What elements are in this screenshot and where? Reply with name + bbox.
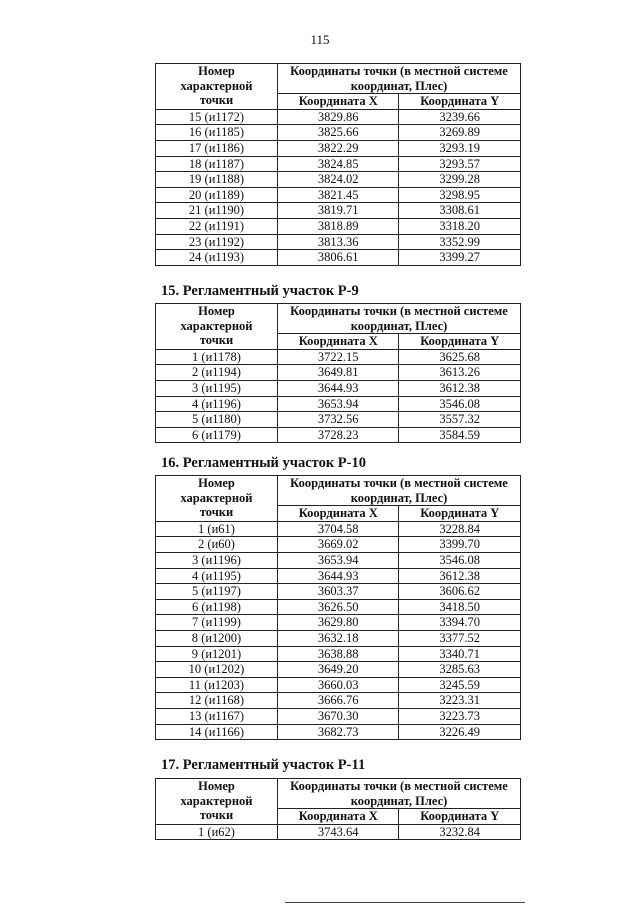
point-number-cell: 4 (и1195)	[156, 568, 278, 584]
point-number-cell: 19 (и1188)	[156, 172, 278, 188]
table-row	[156, 630, 521, 646]
page-number: 115	[310, 32, 330, 47]
point-number-cell: 1 (и1178)	[156, 349, 278, 365]
coord-y-cell: 3299.28	[399, 172, 521, 188]
point-number-cell: 16 (и1185)	[156, 125, 278, 141]
point-number-cell: 7 (и1199)	[156, 615, 278, 631]
coord-x-cell: 3653.94	[278, 396, 399, 412]
coord-x-cell: 3821.45	[278, 187, 399, 203]
coord-y-cell: 3298.95	[399, 187, 521, 203]
coord-x-cell: 3653.94	[278, 552, 399, 568]
coord-y-cell: 3584.59	[399, 427, 521, 443]
coord-x-cell: 3819.71	[278, 203, 399, 219]
coord-x-cell: 3824.02	[278, 172, 399, 188]
coord-x-cell: 3626.50	[278, 599, 399, 615]
point-number-cell: 2 (и1194)	[156, 365, 278, 381]
coord-x-cell: 3824.85	[278, 156, 399, 172]
coord-x-cell: 3829.86	[278, 109, 399, 125]
coord-x-cell: 3822.29	[278, 140, 399, 156]
table-row	[156, 599, 521, 615]
header-coordinates: Координаты точки (в местной системе координат, Плес)	[278, 476, 521, 506]
point-number-cell: 23 (и1192)	[156, 234, 278, 250]
coord-x-cell: 3806.61	[278, 250, 399, 266]
page-bottom-rule	[285, 902, 525, 903]
coord-y-cell: 3606.62	[399, 584, 521, 600]
coord-y-cell: 3269.89	[399, 125, 521, 141]
coord-x-cell: 3825.66	[278, 125, 399, 141]
header-coord-x: Координата X	[278, 94, 399, 110]
coord-y-cell: 3352.99	[399, 234, 521, 250]
table-row	[156, 365, 521, 381]
table-row	[156, 708, 521, 724]
coord-y-cell: 3226.49	[399, 724, 521, 740]
coord-x-cell: 3743.64	[278, 824, 399, 840]
header-coordinates: Координаты точки (в местной системе координат, Плес)	[278, 779, 521, 809]
coord-x-cell: 3722.15	[278, 349, 399, 365]
coord-x-cell: 3649.81	[278, 365, 399, 381]
table-row	[156, 140, 521, 156]
coordinates-table-p11	[155, 778, 521, 840]
table-row	[156, 187, 521, 203]
coord-x-cell: 3666.76	[278, 693, 399, 709]
coord-y-cell: 3318.20	[399, 218, 521, 234]
point-number-cell: 2 (и60)	[156, 537, 278, 553]
table-row	[156, 349, 521, 365]
coord-y-cell: 3245.59	[399, 677, 521, 693]
coord-y-cell: 3223.73	[399, 708, 521, 724]
header-coord-y: Координата Y	[399, 506, 521, 522]
header-coord-x: Координата X	[278, 506, 399, 522]
coord-x-cell: 3629.80	[278, 615, 399, 631]
table-row	[156, 380, 521, 396]
header-coord-x: Координата X	[278, 334, 399, 350]
point-number-cell: 6 (и1198)	[156, 599, 278, 615]
table-row	[156, 521, 521, 537]
point-number-cell: 12 (и1168)	[156, 693, 278, 709]
point-number-cell: 4 (и1196)	[156, 396, 278, 412]
header-coord-y: Координата Y	[399, 94, 521, 110]
coord-y-cell: 3223.31	[399, 693, 521, 709]
section-title-p11: 17. Регламентный участок Р-11	[161, 757, 366, 773]
coord-y-cell: 3394.70	[399, 615, 521, 631]
coord-y-cell: 3612.38	[399, 380, 521, 396]
table-row	[156, 724, 521, 740]
table-row	[156, 824, 521, 840]
table-row	[156, 693, 521, 709]
coord-y-cell: 3546.08	[399, 396, 521, 412]
coord-y-cell: 3613.26	[399, 365, 521, 381]
coord-y-cell: 3557.32	[399, 412, 521, 428]
header-point-number: Номер характерной точки	[156, 779, 278, 825]
coord-y-cell: 3418.50	[399, 599, 521, 615]
coord-y-cell: 3399.70	[399, 537, 521, 553]
section-title-p10: 16. Регламентный участок Р-10	[161, 455, 366, 471]
coord-x-cell: 3813.36	[278, 234, 399, 250]
coord-y-cell: 3293.19	[399, 140, 521, 156]
point-number-cell: 22 (и1191)	[156, 218, 278, 234]
point-number-cell: 24 (и1193)	[156, 250, 278, 266]
table-row	[156, 584, 521, 600]
table-row	[156, 250, 521, 266]
point-number-cell: 15 (и1172)	[156, 109, 278, 125]
table-row	[156, 218, 521, 234]
coordinates-table-p9	[155, 303, 521, 443]
coord-y-cell: 3340.71	[399, 646, 521, 662]
point-number-cell: 18 (и1187)	[156, 156, 278, 172]
point-number-cell: 20 (и1189)	[156, 187, 278, 203]
point-number-cell: 17 (и1186)	[156, 140, 278, 156]
coord-x-cell: 3818.89	[278, 218, 399, 234]
coordinates-table-p10	[155, 475, 521, 740]
point-number-cell: 5 (и1180)	[156, 412, 278, 428]
coord-x-cell: 3704.58	[278, 521, 399, 537]
section-title-p9: 15. Регламентный участок Р-9	[161, 283, 359, 299]
coord-x-cell: 3682.73	[278, 724, 399, 740]
table-row	[156, 412, 521, 428]
header-point-number: Номер характерной точки	[156, 304, 278, 350]
point-number-cell: 14 (и1166)	[156, 724, 278, 740]
table-row	[156, 125, 521, 141]
coord-y-cell: 3285.63	[399, 662, 521, 678]
coord-y-cell: 3612.38	[399, 568, 521, 584]
coord-x-cell: 3638.88	[278, 646, 399, 662]
point-number-cell: 21 (и1190)	[156, 203, 278, 219]
point-number-cell: 3 (и1196)	[156, 552, 278, 568]
header-coord-y: Координата Y	[399, 809, 521, 825]
point-number-cell: 5 (и1197)	[156, 584, 278, 600]
point-number-cell: 1 (и61)	[156, 521, 278, 537]
header-coordinates: Координаты точки (в местной системе координат, Плес)	[278, 304, 521, 334]
point-number-cell: 1 (и62)	[156, 824, 278, 840]
table-row	[156, 234, 521, 250]
coord-y-cell: 3239.66	[399, 109, 521, 125]
point-number-cell: 8 (и1200)	[156, 630, 278, 646]
table-row	[156, 568, 521, 584]
point-number-cell: 9 (и1201)	[156, 646, 278, 662]
table-row	[156, 396, 521, 412]
table-row	[156, 156, 521, 172]
point-number-cell: 11 (и1203)	[156, 677, 278, 693]
table-row	[156, 172, 521, 188]
point-number-cell: 13 (и1167)	[156, 708, 278, 724]
coord-x-cell: 3660.03	[278, 677, 399, 693]
header-coord-y: Координата Y	[399, 334, 521, 350]
coord-y-cell: 3293.57	[399, 156, 521, 172]
coord-y-cell: 3625.68	[399, 349, 521, 365]
table-row	[156, 109, 521, 125]
point-number-cell: 3 (и1195)	[156, 380, 278, 396]
table-row	[156, 552, 521, 568]
coord-x-cell: 3732.56	[278, 412, 399, 428]
table-row	[156, 646, 521, 662]
table-row	[156, 662, 521, 678]
header-coordinates: Координаты точки (в местной системе координат, Плес)	[278, 64, 521, 94]
table-row	[156, 427, 521, 443]
coord-y-cell: 3232.84	[399, 824, 521, 840]
table-row	[156, 203, 521, 219]
coord-x-cell: 3644.93	[278, 380, 399, 396]
coord-x-cell: 3669.02	[278, 537, 399, 553]
header-point-number: Номер характерной точки	[156, 64, 278, 110]
coord-y-cell: 3399.27	[399, 250, 521, 266]
coord-x-cell: 3603.37	[278, 584, 399, 600]
coord-y-cell: 3546.08	[399, 552, 521, 568]
table-row	[156, 615, 521, 631]
coord-x-cell: 3670.30	[278, 708, 399, 724]
coord-y-cell: 3228.84	[399, 521, 521, 537]
table-row	[156, 537, 521, 553]
coord-y-cell: 3377.52	[399, 630, 521, 646]
coord-x-cell: 3649.20	[278, 662, 399, 678]
header-coord-x: Координата X	[278, 809, 399, 825]
point-number-cell: 10 (и1202)	[156, 662, 278, 678]
point-number-cell: 6 (и1179)	[156, 427, 278, 443]
coord-x-cell: 3632.18	[278, 630, 399, 646]
coord-y-cell: 3308.61	[399, 203, 521, 219]
table-row	[156, 677, 521, 693]
coordinates-table-continuation	[155, 63, 521, 266]
coord-x-cell: 3728.23	[278, 427, 399, 443]
header-point-number: Номер характерной точки	[156, 476, 278, 522]
coord-x-cell: 3644.93	[278, 568, 399, 584]
